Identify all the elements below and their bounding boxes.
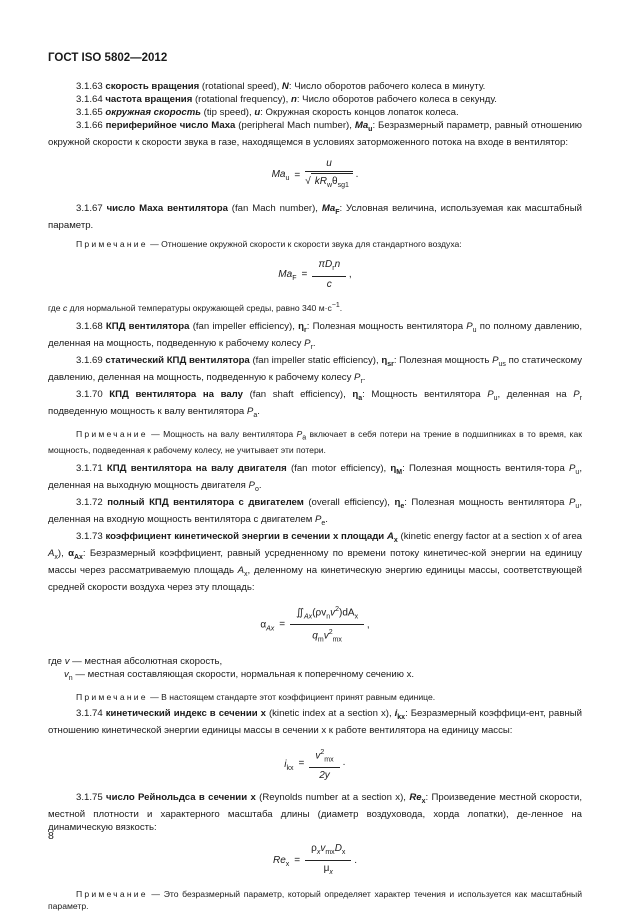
- term-3-1-65: 3.1.65 окружная скорость (tip speed), u: Окружная скорость концов лопаток колеса.: [76, 107, 459, 119]
- page-header: ГОСТ ISO 5802—2012: [48, 52, 168, 64]
- formula-mach-peripheral: $Ma_u$ = $\frac{u}{√ kR_w\theta_{sg1}}$ .: [48, 157, 582, 192]
- term-3-1-66: 3.1.66 периферийное число Маха (peripheral Mach number), $Ma_u$: Безразмерный параметр, равный отношению окружной скорости к скорости звука в газе, находящемся в условиях заторможенного потока на входе в вентилятор:: [48, 120, 583, 149]
- term-3-1-75: 3.1.75 число Рейнольдса в сечении х (Reynolds number at a section x), $Re_x$: Произведение местной скорости, местной плотности и характерного масштаба длины (диаметр воздуховода, хорда лопатки), де-ленное на динамическую вязкость:: [48, 792, 582, 834]
- note-2: Примечание — Мощность на валу вентилятора $P_a$ включает в себя потери на трение в подшипниках в то время, как мощность, подведенная к рабочему колесу, не учитывает эти потери.: [48, 428, 582, 456]
- term-3-1-74: 3.1.74 кинетический индекс в сечении х (kinetic index at a section x), $i_{kx}$: Безразмерный коэффици-ент, равный отношению кинетической энергии единицы массы в сечении х к работе вентилятора на единицу массы:: [48, 708, 582, 737]
- page-number: 8: [48, 830, 54, 842]
- formula-reynolds: $Re_x$ = $\frac{\rho_xv_{mx}D_x}{\mu_x}$ .: [273, 843, 357, 877]
- term-3-1-68: 3.1.68 КПД вентилятора (fan impeller efficiency), $\eta_r$: Полезная мощность вентилятора $P_u$ по полному давлению, деленная на мощность, подведенную к рабочему колесу $P_r$.: [48, 320, 582, 351]
- where-v: где v — местная абсолютная скорость,: [48, 656, 223, 668]
- formula-mach-fan: $Ma_F$ = $\frac{\pi D_rn}{c}$ ,: [278, 258, 352, 290]
- term-3-1-70: 3.1.70 КПД вентилятора на валу (fan shaft efficiency), $\eta_a$: Мощность вентилятора $P_u$, деленная на $P_r$ подведенную мощность к валу вентилятора $P_a$.: [48, 388, 582, 419]
- term-3-1-73: 3.1.73 коэффициент кинетической энергии в сечении х площади $A_x$ (kinetic energy factor at a section x of area $A_x$), $\alpha_{Ax}$: Безразмерный коэффициент, равный усредненному по времени потоку кинетичес-кой энергии на единицу массы через рассматриваемую площадь $A_x$, деленному на кинетическую энергию единицы массы, соответствующей средней скорости воздуха через эту площадь:: [48, 531, 583, 594]
- page-content: [48, 80, 582, 912]
- formula-kinetic-energy-factor: $\alpha_{Ax}$ = $\frac{∬_{Ax}(\rho v_nv^2)dA_x}{q_mv^2_{mx}}$ ,: [48, 603, 582, 647]
- formula-kinetic-index: $i_{kx}$ = $\frac{v^2_{mx}}{2y}$ ·: [48, 746, 582, 783]
- term-3-1-67: 3.1.67 число Маха вентилятора (fan Mach number), $Ma_F$: Условная величина, используемая как масштабный параметр.: [48, 202, 582, 231]
- note-1: Примечание — Отношение окружной скорости к скорости звука для стандартного воздуха:: [76, 238, 462, 249]
- term-3-1-64: 3.1.64 частота вращения (rotational frequency), n: Число оборотов рабочего колеса в секунду.: [76, 94, 497, 106]
- term-3-1-72: 3.1.72 полный КПД вентилятора с двигателем (overall efficiency), $\eta_e$: Полезная мощность вентилятора $P_u$, деленная на входную мощность вентилятора с двигателем $P_e$.: [48, 497, 582, 528]
- where-c: где c для нормальной температуры окружающей среды, равно 340 $м\cdot с^{-1}$.: [48, 301, 343, 313]
- note-3: Примечание — В настоящем стандарте этот коэффициент принят равным единице.: [76, 692, 436, 703]
- term-3-1-71: 3.1.71 КПД вентилятора на валу двигателя (fan motor efficiency), $\eta_M$: Полезная мощность вентиля-тора $P_u$, деленная на выходную мощность двигателя $P_o$.: [48, 463, 582, 494]
- note-4: Примечание — Это безразмерный параметр, который определяет характер течения и используется как масштабный параметр.: [48, 889, 582, 912]
- where-vn: $v_n$ — местная составляющая скорости, нормальная к поперечному сечению х.: [64, 669, 415, 683]
- term-3-1-63: 3.1.63 скорость вращения (rotational speed), N: Число оборотов рабочего колеса в минуту.: [76, 81, 486, 92]
- term-3-1-69: 3.1.69 статический КПД вентилятора (fan impeller static efficiency), $\eta_{sr}$: Полезная мощность $P_{us}$ по статическому давлению, деленная на мощность, подведенную к рабочему колесу $P_r$.: [48, 354, 583, 385]
